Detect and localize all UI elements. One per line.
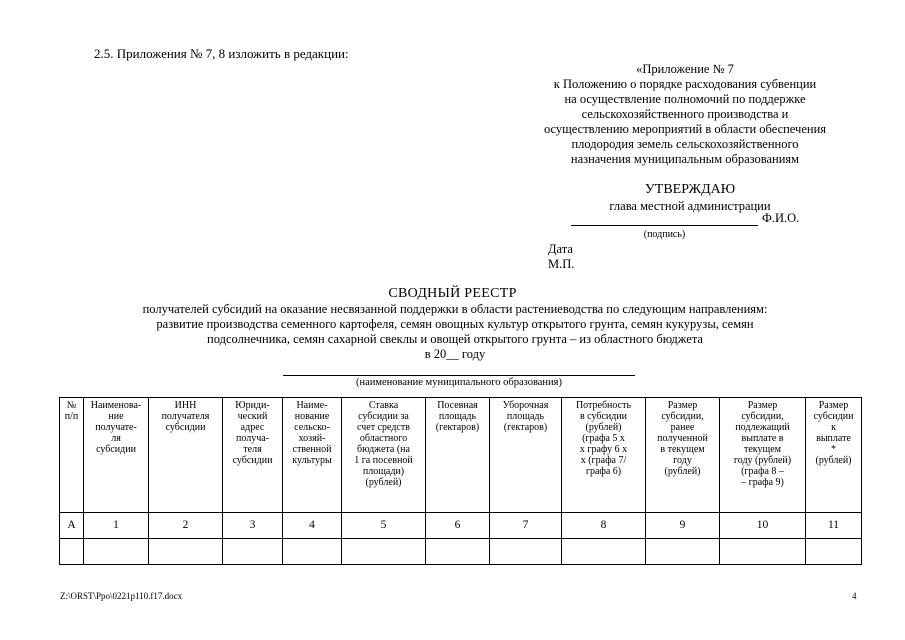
column-header-line: полученной — [657, 433, 708, 444]
column-header — [283, 398, 342, 513]
column-number-cell: 6 — [426, 513, 490, 539]
column-header-line: ственной — [292, 444, 332, 455]
column-header-line: х графу 6 х — [579, 444, 628, 455]
column-header-line: площади) — [362, 466, 405, 477]
column-header — [342, 398, 426, 513]
column-header-line: выплате в — [741, 433, 784, 444]
column-header-line: (рублей) — [664, 466, 701, 477]
column-header — [720, 398, 806, 513]
column-header-line: * — [831, 444, 836, 455]
column-header-line: к — [831, 422, 836, 433]
stamp-label: М.П. — [548, 257, 575, 271]
approval-head: глава местной администрации — [609, 199, 771, 213]
footer-file-path: Z:\ORST\Ppo\0221p110.f17.docx — [60, 591, 183, 601]
column-header-line: нование — [294, 411, 330, 422]
table-cell — [149, 539, 223, 565]
table-cell — [223, 539, 283, 565]
column-number-cell: 5 — [342, 513, 426, 539]
column-header-line: бюджета (на — [357, 444, 410, 455]
column-header-line: (графа 8 – — [741, 466, 784, 477]
column-header-line: субсидии, — [661, 411, 704, 422]
column-header-line: субсидии, — [741, 411, 784, 422]
appendix-line: осуществлению мероприятий в области обеспечения — [543, 122, 827, 136]
table-cell — [283, 539, 342, 565]
column-header — [806, 398, 862, 513]
column-header-line: культуры — [292, 455, 332, 466]
column-number-cell: 9 — [646, 513, 720, 539]
appendix-line: «Приложение № 7 — [636, 62, 734, 76]
signature-line — [571, 225, 758, 226]
column-header-line: (графа 5 х — [582, 433, 625, 444]
approval-fio: Ф.И.О. — [762, 211, 800, 225]
column-header — [562, 398, 646, 513]
column-header — [223, 398, 283, 513]
table-cell — [720, 539, 806, 565]
column-header-line: выплате — [816, 433, 851, 444]
date-label: Дата — [548, 242, 573, 256]
column-header-line: получате- — [95, 422, 137, 433]
column-header-line: № — [66, 400, 77, 411]
column-header-line: Наиме- — [296, 400, 328, 411]
column-header-line: ние — [108, 411, 124, 422]
column-header-line: площадь — [438, 411, 477, 422]
column-header-line: теля — [243, 444, 262, 455]
column-header-line: в субсидии — [579, 411, 628, 422]
column-header — [84, 398, 149, 513]
column-header-line: – графа 9) — [741, 477, 784, 488]
column-header — [426, 398, 490, 513]
appendix-line: назначения муниципальным образованиям — [570, 152, 800, 166]
table-cell — [426, 539, 490, 565]
municipality-line — [283, 375, 635, 376]
column-header-line: субсидии — [232, 455, 273, 466]
column-number-cell: 2 — [149, 513, 223, 539]
column-header-line: Юриди- — [235, 400, 270, 411]
appendix-line: на осуществление полномочий по поддержке — [564, 92, 806, 106]
column-header-line: (рублей) — [365, 477, 402, 488]
appendix-header — [485, 62, 885, 167]
register-subtitle-line: развитие производства семенного картофеля, семян овощных культур открытого грунта, семян кукурузы, семян — [156, 317, 754, 331]
column-header-line: получа- — [235, 433, 269, 444]
column-header-line: адрес — [240, 422, 265, 433]
column-header-line: Размер — [667, 400, 698, 411]
table-cell — [84, 539, 149, 565]
column-number-cell: 8 — [562, 513, 646, 539]
column-header-line: субсидии за — [358, 411, 409, 422]
column-header-line: ранее — [670, 422, 695, 433]
approval-title: УТВЕРЖДАЮ — [644, 182, 736, 197]
column-header-line: Наименова- — [90, 400, 142, 411]
column-header-line: счет средств — [357, 422, 410, 433]
column-header-line: областного — [359, 433, 408, 444]
column-header-line: году (рублей) — [733, 455, 792, 466]
column-header-line: (гектаров) — [435, 422, 480, 433]
column-header — [646, 398, 720, 513]
column-header-line: графа 6) — [585, 466, 622, 477]
column-header-line: х (графа 7/ — [580, 455, 627, 466]
register-subtitle — [60, 302, 850, 362]
column-header-line: Посевная — [437, 400, 478, 411]
register-table — [59, 397, 862, 565]
appendix-line: к Положению о порядке расходования субвенции — [553, 77, 817, 91]
column-number-cell: 7 — [490, 513, 562, 539]
table-cell — [562, 539, 646, 565]
appendix-line: плодородия земель сельскохозяйственного — [571, 137, 799, 151]
column-header-line: Ставка — [368, 400, 399, 411]
signature-caption: (подпись) — [643, 229, 686, 240]
register-title: СВОДНЫЙ РЕЕСТР — [388, 286, 517, 301]
column-number-cell: 1 — [84, 513, 149, 539]
column-number-cell: 11 — [806, 513, 862, 539]
column-header-line: (рублей) — [585, 422, 622, 433]
municipality-caption: (наименование муниципального образования) — [355, 377, 563, 388]
column-header-line: Размер — [818, 400, 849, 411]
column-header-line: (гектаров) — [503, 422, 548, 433]
table-header-row — [60, 398, 862, 513]
table-cell — [60, 539, 84, 565]
column-header-line: текущем — [744, 444, 781, 455]
intro-text: 2.5. Приложения № 7, 8 изложить в редакции: — [94, 46, 349, 61]
column-header — [60, 398, 84, 513]
column-header-line: Размер — [747, 400, 778, 411]
table-cell — [646, 539, 720, 565]
appendix-line: сельскохозяйственного производства и — [581, 107, 789, 121]
column-header-line: подлежащий — [735, 422, 790, 433]
column-header-line: получателя — [161, 411, 210, 422]
column-header-line: (рублей) — [815, 455, 852, 466]
column-number-cell: 4 — [283, 513, 342, 539]
column-header-line: в текущем — [660, 444, 705, 455]
table-cell — [342, 539, 426, 565]
column-header-line: п/п — [64, 411, 79, 422]
column-header-line: ческий — [237, 411, 268, 422]
column-header-line: субсидии — [813, 411, 854, 422]
column-header-line: субсидии — [96, 444, 136, 455]
column-header-line: ИНН — [174, 400, 197, 411]
register-subtitle-line: подсолнечника, семян сахарной свеклы и овощей открытого грунта – из областного бюджета — [207, 332, 703, 346]
column-header — [490, 398, 562, 513]
column-number-row — [60, 513, 862, 539]
column-header-line: субсидии — [165, 422, 206, 433]
footer-page-number: 4 — [852, 591, 857, 601]
register-subtitle-line: получателей субсидий на оказание несвязанной поддержки в области растениеводства по следующим направлениям: — [142, 302, 768, 316]
register-subtitle-line: в 20__ году — [424, 347, 486, 361]
table-cell — [806, 539, 862, 565]
column-header-line: Потребность — [575, 400, 632, 411]
column-header-line: площадь — [506, 411, 545, 422]
column-number-cell: 10 — [720, 513, 806, 539]
column-number-cell: 3 — [223, 513, 283, 539]
column-header-line: ля — [111, 433, 121, 444]
column-number-cell: А — [60, 513, 84, 539]
column-header — [149, 398, 223, 513]
table-cell — [490, 539, 562, 565]
table-row — [60, 539, 862, 565]
column-header-line: году — [673, 455, 692, 466]
column-header-line: Уборочная — [502, 400, 549, 411]
column-header-line: хозяй- — [298, 433, 326, 444]
column-header-line: сельско- — [294, 422, 330, 433]
date-stamp-block — [548, 242, 574, 272]
column-header-line: 1 га посевной — [354, 455, 413, 466]
